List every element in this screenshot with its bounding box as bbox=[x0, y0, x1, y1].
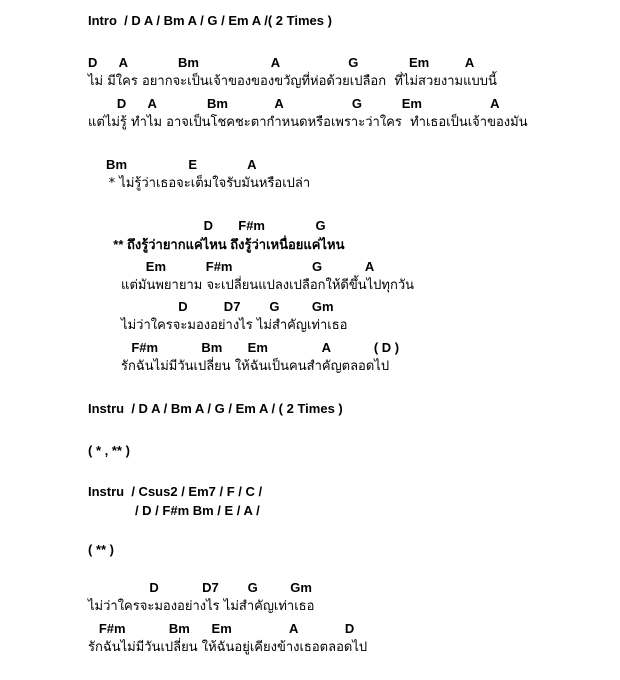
repeat-chorus-marker: ( ** ) bbox=[88, 542, 114, 557]
outro-lyric-line2: รักฉันไม่มีวันเปลี่ยน ให้ฉันอยู่เคียงข้างเธอตลอดไป bbox=[88, 640, 368, 655]
chorus-lyric-line1: ** ถึงรู้ว่ายากแค่ไหน ถึงรู้ว่าเหนื่อยแค่ไหน bbox=[88, 237, 345, 252]
verse1-lyric-line2: แต่ไม่รู้ ทำไม อาจเป็นโชคชะตากำหนดหรือเพราะว่าใคร ทำเธอเป็นเจ้าของมัน bbox=[88, 115, 528, 130]
chorus-chords-line4: F#m Bm Em A ( D ) bbox=[88, 340, 400, 355]
repeat-marker: ( * , ** ) bbox=[88, 443, 130, 458]
chorus-lyric-line3: ไม่ว่าใครจะมองอย่างไร ไม่สำคัญเท่าเธอ bbox=[88, 318, 348, 333]
chorus-chords-line1: D F#m G bbox=[88, 218, 326, 233]
chorus-lyric-line2: แต่มันพยายาม จะเปลี่ยนแปลงเปลือกให้ดีขึ้นไปทุกวัน bbox=[88, 278, 415, 293]
instru-chords-1: Instru / D A / Bm A / G / Em A / ( 2 Times ) bbox=[88, 401, 343, 416]
verse1-lyric-line1: ไม่ มีใคร อยากจะเป็นเจ้าของของขวัญที่ห่อด้วยเปลือก ที่ไม่สวยงามแบบนี้ bbox=[88, 74, 497, 89]
verse1-chords-line1: D A Bm A G Em A bbox=[88, 55, 475, 70]
instru-chords-2-line2: / D / F#m Bm / E / A / bbox=[88, 503, 260, 518]
chorus-lyric-line4: รักฉันไม่มีวันเปลี่ยน ให้ฉันเป็นคนสำคัญตลอดไป bbox=[88, 359, 390, 374]
chorus-chords-line2: Em F#m G A bbox=[88, 259, 375, 274]
outro-lyric-line1: ไม่ว่าใครจะมองอย่างไร ไม่สำคัญเท่าเธอ bbox=[88, 599, 315, 614]
prechorus-chords: Bm E A bbox=[88, 157, 257, 172]
verse1-chords-line2: D A Bm A G Em A bbox=[88, 96, 500, 111]
chorus-chords-line3: D D7 G Gm bbox=[88, 299, 334, 314]
prechorus-lyric: * ไม่รู้ว่าเธอจะเต็มใจรับมันหรือเปล่า bbox=[88, 176, 311, 191]
outro-chords-line2: F#m Bm Em A D bbox=[88, 621, 355, 636]
intro-chords: Intro / D A / Bm A / G / Em A /( 2 Times ) bbox=[88, 13, 332, 28]
instru-chords-2-line1: Instru / Csus2 / Em7 / F / C / bbox=[88, 484, 263, 499]
outro-chords-line1: D D7 G Gm bbox=[88, 580, 312, 595]
